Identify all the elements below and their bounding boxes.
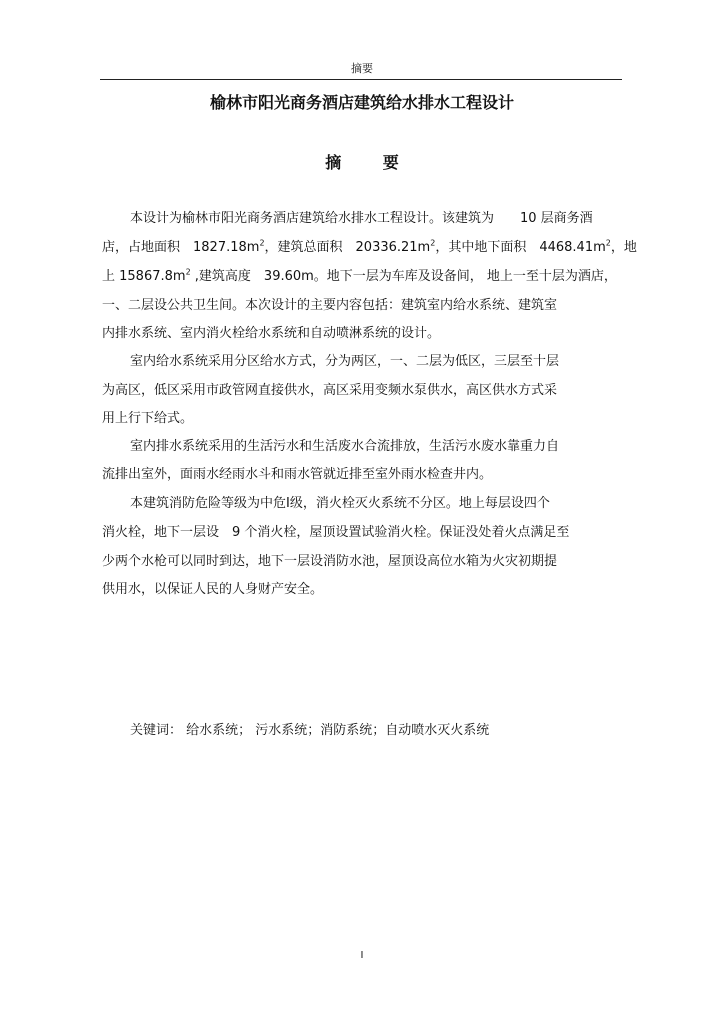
intro-l2-part-b: ，建筑总面积 20336.21m xyxy=(264,240,431,255)
paragraph-drainage-line-2: 流排出室外，面雨水经雨水斗和雨水管就近排至室外雨水检查井内。 xyxy=(102,467,493,482)
superscript-2: 2 xyxy=(185,267,191,277)
intro-l3-part-a: 上 15867.8m xyxy=(102,269,186,284)
intro-l2-part-d: ，地 xyxy=(610,240,637,255)
paragraph-fire-line-1: 本建筑消防危险等级为中危Ⅰ级，消火栓灭火系统不分区。地上每层设四个 xyxy=(130,496,550,511)
intro-l3-part-b: ,建筑高度 39.60m。地下一层为车库及设备间， 地上一至十层为酒店， xyxy=(190,269,617,284)
superscript-2: 2 xyxy=(605,238,611,248)
paragraph-intro-line-1: 本设计为榆林市阳光商务酒店建筑给水排水工程设计。该建筑为 10 层商务酒 xyxy=(130,211,593,226)
thesis-title: 榆林市阳光商务酒店建筑给水排水工程设计 xyxy=(209,93,514,112)
header-rule xyxy=(100,79,622,80)
running-header: 摘要 xyxy=(351,62,373,75)
superscript-2: 2 xyxy=(259,238,265,248)
paragraph-water-supply-line-1: 室内给水系统采用分区给水方式，分为两区，一、二层为低区，三层至十层 xyxy=(130,354,560,369)
paragraph-intro-line-2 xyxy=(102,239,637,257)
keywords: 关键词： 给水系统； 污水系统；消防系统；自动喷水灭火系统 xyxy=(130,723,490,738)
paragraph-intro-line-5: 内排水系统、室内消火栓给水系统和自动喷淋系统的设计。 xyxy=(102,326,441,341)
paragraph-drainage-line-1: 室内排水系统采用的生活污水和生活废水合流排放，生活污水废水靠重力自 xyxy=(130,439,560,454)
page-number: I xyxy=(360,950,364,961)
section-heading: 摘 要 xyxy=(325,153,417,172)
intro-l2-part-c: ，其中地下面积 4468.41m xyxy=(435,240,606,255)
superscript-2: 2 xyxy=(430,238,436,248)
paragraph-intro-line-4: 一、二层设公共卫生间。本次设计的主要内容包括：建筑室内给水系统、建筑室 xyxy=(102,298,558,313)
paragraph-fire-line-4: 供用水，以保证人民的人身财产安全。 xyxy=(102,582,324,597)
paragraph-fire-line-2: 消火栓，地下一层设 9 个消火栓，屋顶设置试验消火栓。保证没处着火点满足至 xyxy=(102,525,570,540)
paragraph-water-supply-line-2: 为高区，低区采用市政管网直接供水，高区采用变频水泵供水，高区供水方式采 xyxy=(102,383,558,398)
paragraph-fire-line-3: 少两个水枪可以同时到达，地下一层设消防水池，屋顶设高位水箱为火灾初期提 xyxy=(102,554,558,569)
paragraph-intro-line-3 xyxy=(102,268,617,286)
intro-l2-part-a: 店，占地面积 1827.18m xyxy=(102,240,260,255)
paragraph-water-supply-line-3: 用上行下给式。 xyxy=(102,411,194,426)
